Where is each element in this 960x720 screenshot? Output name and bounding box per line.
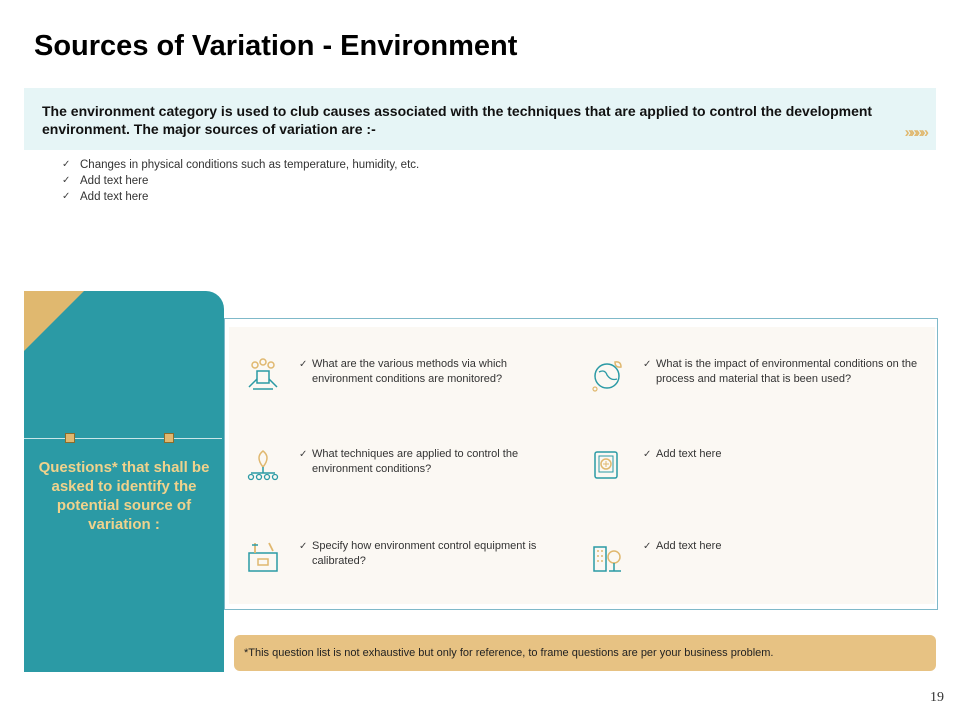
intro-text: The environment category is used to club causes associated with the techniques that are applied to control the development environment. The major sources of variation are :- bbox=[42, 103, 873, 137]
bullet-text: Add text here bbox=[80, 191, 149, 203]
question-text bbox=[643, 539, 928, 554]
footnote-text: *This question list is not exhaustive but only for reference, to frame questions are per your business problem. bbox=[244, 647, 774, 659]
bullet-item bbox=[62, 189, 419, 205]
bullet-text: Add text here bbox=[80, 175, 149, 187]
question-label: Add text here bbox=[656, 448, 722, 460]
question-item bbox=[589, 539, 928, 575]
question-label: Add text here bbox=[656, 540, 722, 552]
chevrons-right-icon: »»»» bbox=[904, 124, 926, 141]
question-text bbox=[299, 357, 539, 387]
plant-network-icon bbox=[245, 447, 281, 483]
check-icon: ✓ bbox=[643, 359, 652, 370]
page-number: 19 bbox=[930, 690, 944, 705]
question-item bbox=[245, 447, 539, 483]
divider bbox=[24, 438, 222, 439]
panel-label: Questions* that shall be asked to identify the potential source of variation : bbox=[38, 459, 210, 533]
toolkit-icon bbox=[245, 539, 281, 575]
bullet-item bbox=[62, 173, 419, 189]
question-item bbox=[245, 539, 539, 575]
bullet-list bbox=[62, 157, 419, 205]
intro-box bbox=[24, 88, 936, 150]
question-label: What techniques are applied to control the environment conditions? bbox=[312, 448, 519, 475]
square-marker bbox=[65, 433, 75, 443]
question-text bbox=[299, 447, 539, 477]
building-tree-icon bbox=[589, 539, 625, 575]
question-label: Specify how environment control equipment is calibrated? bbox=[312, 540, 537, 567]
check-icon: ✓ bbox=[299, 449, 308, 460]
question-item bbox=[245, 357, 539, 393]
check-icon: ✓ bbox=[62, 175, 71, 186]
page-title: Sources of Variation - Environment bbox=[34, 30, 518, 62]
check-icon: ✓ bbox=[299, 541, 308, 552]
question-item bbox=[589, 447, 928, 483]
check-icon: ✓ bbox=[62, 191, 71, 202]
question-label: What is the impact of environmental conditions on the process and material that is been used? bbox=[656, 358, 918, 385]
tablet-leaf-icon bbox=[589, 447, 625, 483]
question-item bbox=[589, 357, 928, 393]
globe-leaf-icon bbox=[589, 357, 625, 393]
question-text bbox=[643, 357, 928, 387]
question-text bbox=[643, 447, 928, 462]
questions-area bbox=[229, 327, 935, 604]
check-icon: ✓ bbox=[643, 449, 652, 460]
bullet-item bbox=[62, 157, 419, 173]
monitoring-icon bbox=[245, 357, 281, 393]
question-text bbox=[299, 539, 539, 569]
questions-panel bbox=[24, 291, 224, 672]
check-icon: ✓ bbox=[643, 541, 652, 552]
bullet-text: Changes in physical conditions such as temperature, humidity, etc. bbox=[80, 159, 420, 171]
check-icon: ✓ bbox=[299, 359, 308, 370]
questions-frame bbox=[224, 318, 938, 610]
square-marker bbox=[164, 433, 174, 443]
check-icon: ✓ bbox=[62, 159, 71, 170]
question-label: What are the various methods via which environment conditions are monitored? bbox=[312, 358, 508, 385]
corner-accent bbox=[24, 291, 84, 351]
footnote-banner bbox=[234, 635, 936, 671]
